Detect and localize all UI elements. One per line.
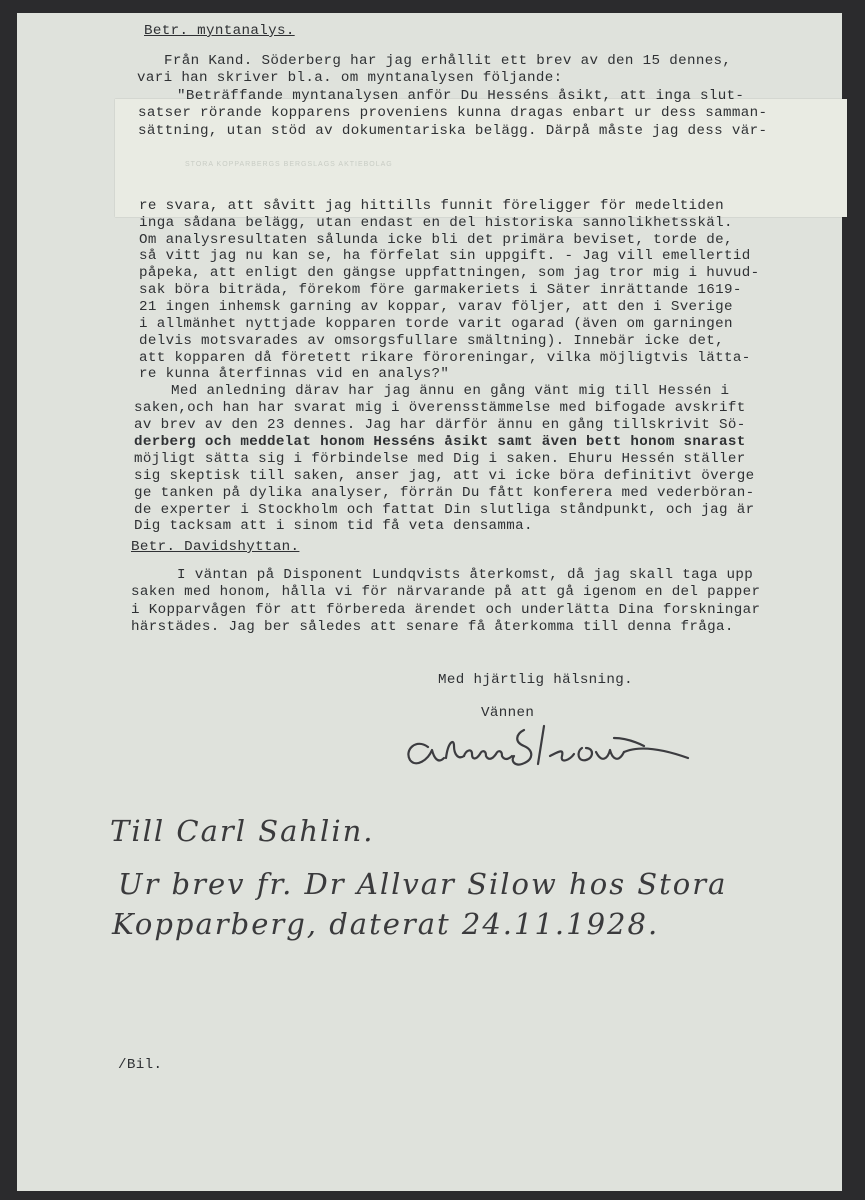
enclosure-note: /Bil. — [118, 1057, 163, 1073]
closing-vannen: Vännen — [481, 705, 535, 721]
quote-lower-line-7: 21 ingen inhemsk garning av koppar, varav följer, att den i Sverige — [139, 299, 733, 315]
intro-line-2: vari han skriver bl.a. om myntanalysen följande: — [137, 70, 563, 86]
closing-greeting: Med hjärtlig hälsning. — [438, 672, 634, 688]
para2-line-2: saken,och han har svarat mig i överensstämmelse med bifogade avskrift — [134, 400, 746, 416]
quote-lower-line-2: inga sådana belägg, utan endast en del historiska sannolikhetsskäl. — [139, 215, 733, 231]
para2-line-3: av brev av den 23 dennes. Jag har därför ännu en gång tillskrivit Sö- — [134, 417, 746, 433]
heading-davidshyttan: Betr. Davidshyttan. — [131, 539, 300, 555]
handwritten-line-2: Ur brev fr. Dr Allvar Silow hos Stora — [118, 867, 728, 901]
quote-upper-line-3: sättning, utan stöd av dokumentariska belägg. Därpå måste jag dess vär- — [138, 123, 768, 139]
heading-myntanalys: Betr. myntanalys. — [144, 23, 295, 39]
handwritten-line-1: Till Carl Sahlin. — [110, 814, 375, 848]
para3-line-4: härstädes. Jag ber således att senare få återkomma till denna fråga. — [131, 619, 734, 635]
letterhead-text: STORA KOPPARBERGS BERGSLAGS AKTIEBOLAG — [185, 161, 393, 168]
quote-lower-line-11: re kunna återfinnas vid en analys?" — [139, 366, 450, 382]
handwritten-signature — [398, 712, 698, 792]
quote-lower-line-3: Om analysresultaten sålunda icke bli det primära beviset, torde de, — [139, 232, 733, 248]
para3-line-2: saken med honom, hålla vi för närvarande på att gå igenom en del papper — [131, 584, 761, 600]
intro-line-1: Från Kand. Söderberg har jag erhållit ett brev av den 15 dennes, — [164, 53, 732, 69]
para2-line-7: ge tanken på dylika analyser, förrän Du fått konferera med vederböran- — [134, 485, 755, 501]
para2-line-1: Med anledning därav har jag ännu en gång vänt mig till Hessén i — [171, 383, 730, 399]
para3-line-3: i Kopparvågen för att förbereda ärendet och underlätta Dina forskningar — [131, 602, 761, 618]
para2-line-9: Dig tacksam att i sinom tid få veta densamma. — [134, 518, 533, 534]
quote-lower-line-1: re svara, att såvitt jag hittills funnit föreligger för medeltiden — [139, 198, 725, 214]
quote-upper-line-1: "Beträffande myntanalysen anför Du Hesséns åsikt, att inga slut- — [177, 88, 745, 104]
handwritten-line-3: Kopparberg, daterat 24.11.1928. — [112, 907, 660, 941]
quote-lower-line-4: så vitt jag nu kan se, ha förfelat sin uppgift. - Jag vill emellertid — [139, 248, 751, 264]
para3-line-1: I väntan på Disponent Lundqvists återkomst, då jag skall taga upp — [177, 567, 754, 583]
quote-lower-line-9: delvis motsvarades av omsorgsfullare smältning). Innebär icke det, — [139, 333, 725, 349]
para2-line-4: derberg och meddelat honom Hesséns åsikt samt även bett honom snarast — [134, 434, 746, 450]
para2-line-8: de experter i Stockholm och fattat Din slutliga ståndpunkt, och jag är — [134, 502, 755, 518]
quote-lower-line-10: att kopparen då företett rikare föroreningar, vilka möjligtvis lätta- — [139, 350, 751, 366]
quote-lower-line-8: i allmänhet nyttjade kopparen torde varit ogarad (även om garningen — [139, 316, 733, 332]
quote-lower-line-5: påpeka, att enligt den gängse uppfattningen, som jag tror mig i huvud- — [139, 265, 760, 281]
quote-lower-line-6: sak böra biträda, förekom före garmakeriets i Säter inrättande 1619- — [139, 282, 742, 298]
para2-line-5: möjligt sätta sig i förbindelse med Dig i saken. Ehuru Hessén ställer — [134, 451, 746, 467]
quote-upper-line-2: satser rörande kopparens proveniens kunna dragas enbart ur dess samman- — [138, 105, 768, 121]
para2-line-6: sig skeptisk till saken, anser jag, att vi icke böra definitivt överge — [134, 468, 755, 484]
